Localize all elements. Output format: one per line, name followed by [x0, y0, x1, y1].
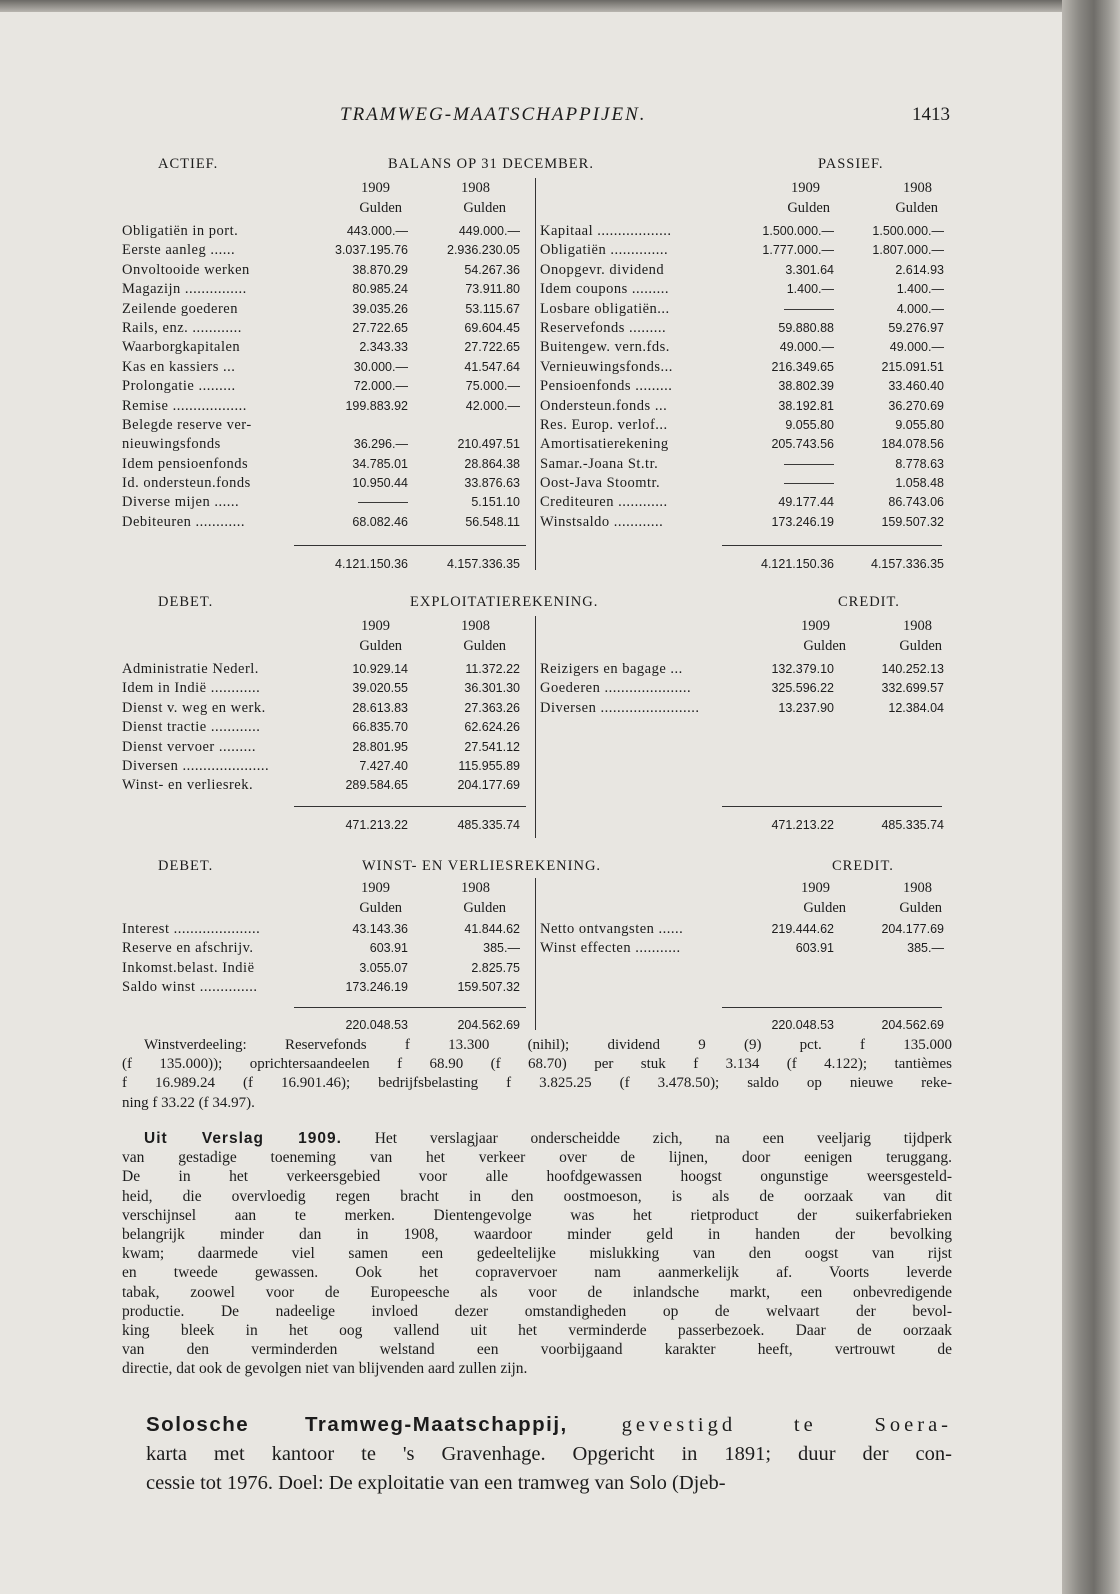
passief-value-1909: 205.743.56 [771, 437, 834, 452]
expl-debet-value-1908: 115.955.89 [458, 758, 520, 773]
actief-row [122, 435, 522, 454]
actief-value-1908: 53.115.67 [465, 301, 520, 316]
actief-label: Id. ondersteun.fonds [122, 475, 251, 492]
actief-value-1908: 73.911.80 [465, 282, 520, 297]
passief-value-1909: ———— [784, 301, 834, 316]
passief-value-1908: 1.500.000.— [872, 224, 944, 238]
passief-row [540, 319, 944, 338]
expl-debet-value-1909: 10.929.14 [352, 662, 408, 676]
passief-value-1908: 59.276.97 [888, 320, 944, 335]
winst-debet-row [122, 920, 522, 939]
expl-credit-list [540, 660, 944, 718]
expl-left-total-rule [294, 806, 526, 807]
winst-right-year-1909: 1909 [801, 880, 830, 896]
balans-actief-list [122, 222, 522, 532]
passief-row [540, 358, 944, 377]
passief-label: Idem coupons ......... [540, 281, 669, 298]
passief-value-1909: 38.192.81 [778, 398, 834, 413]
expl-credit-row [540, 699, 944, 718]
passief-value-1909: 49.000.— [779, 340, 834, 355]
actief-row [122, 261, 522, 280]
expl-left-year-1908: 1908 [461, 618, 490, 634]
passief-row [540, 261, 944, 280]
verslag-line: heid, die overvloedig regen bracht in den oostmoeson, is als de oorzaak van dit [122, 1187, 952, 1205]
expl-debet-value-1909: 7.427.40 [359, 758, 408, 773]
winst-debet-label: Reserve en afschrijv. [122, 940, 254, 957]
passief-value-1909: ———— [784, 476, 834, 491]
passief-row [540, 241, 944, 260]
actief-value-1908: 210.497.51 [457, 437, 520, 452]
expl-debet-label: Dienst vervoer ......... [122, 738, 257, 755]
expl-credit-value-1908: 12.384.04 [888, 700, 944, 715]
expl-debet-row [122, 679, 522, 698]
winst-credit-label: Netto ontvangsten ...... [540, 921, 684, 937]
passief-value-1909: 1.500.000.— [762, 224, 834, 238]
winst-debet-value-1908: 41.844.62 [464, 922, 520, 936]
expl-debet-value-1908: 62.624.26 [464, 720, 520, 735]
winst-debet-row [122, 939, 522, 958]
winst-left-year-1909: 1909 [361, 880, 390, 896]
winst-left-total-1909: 220.048.53 [345, 1018, 408, 1032]
balans-left-year-1908: 1908 [461, 180, 490, 196]
balans-left-unit-1909: Gulden [359, 200, 402, 216]
expl-debet-value-1909: 39.020.55 [352, 681, 408, 696]
passief-row [540, 513, 944, 532]
passief-row [540, 474, 944, 493]
winst-credit-list [540, 920, 944, 959]
actief-label: Diverse mijen ...... [122, 494, 240, 511]
actief-row [122, 300, 522, 319]
expl-right-total-1909: 471.213.22 [771, 818, 834, 832]
actief-row [122, 397, 522, 416]
actief-value-1908: 2.936.230.05 [447, 243, 520, 258]
expl-right-year-1909: 1909 [801, 618, 830, 634]
verslag-line: directie, dat ook de gevolgen niet van blijvenden aard zullen zijn. [122, 1360, 528, 1378]
passief-value-1909: 216.349.65 [771, 359, 834, 374]
expl-credit-value-1909: 13.237.90 [778, 700, 834, 715]
winst-credit-label: Winst effecten ........... [540, 940, 681, 957]
expl-debet-label: Administratie Nederl. [122, 661, 259, 677]
expl-right-unit-1908: Gulden [899, 638, 942, 654]
winstverdeeling-line: Winstverdeeling: Reservefonds f 13.300 (nihil); dividend 9 (9) pct. f 135.000 [144, 1037, 952, 1053]
actief-row [122, 377, 522, 396]
winstverdeeling-line: ning f 33.22 (f 34.97). [122, 1094, 255, 1111]
winst-credit-row [540, 939, 944, 958]
passief-label: Ondersteun.fonds ... [540, 397, 668, 414]
expl-debet-label: Diversen ..................... [122, 757, 270, 774]
verslag-line: king bleek in het oog vallend uit het verminderde passerbezoek. Daar de oorzaak [122, 1321, 952, 1339]
winst-left-total-1908: 204.562.69 [457, 1018, 520, 1032]
actief-row [122, 338, 522, 357]
balans-left-year-1909: 1909 [361, 180, 390, 196]
expl-debet-row [122, 718, 522, 737]
solo-line: karta met kantoor te 's Gravenhage. Opgericht in 1891; duur der con- [146, 1443, 952, 1465]
passief-row [540, 300, 944, 319]
expl-credit-row [540, 679, 944, 698]
verslag-line: belangrijk minder dan in 1908, waardoor minder geld in handen der bevolking [122, 1225, 952, 1243]
actief-row [122, 358, 522, 377]
expl-credit-row [540, 660, 944, 679]
actief-row [122, 474, 522, 493]
actief-label: Belegde reserve ver- [122, 416, 252, 433]
expl-left-total-1909: 471.213.22 [345, 818, 408, 832]
winst-title: WINST- EN VERLIESREKENING. [362, 858, 602, 874]
expl-debet-label: Idem in Indië ............ [122, 680, 261, 697]
passief-value-1909: 9.055.80 [785, 417, 834, 432]
passief-value-1908: 1.400.— [896, 282, 944, 297]
passief-label: Winstsaldo ............ [540, 513, 664, 530]
expl-credit-label: Diversen ........................ [540, 699, 700, 716]
actief-label: Remise .................. [122, 397, 247, 414]
winst-debet-value-1909: 173.246.19 [345, 980, 408, 995]
actief-label: Waarborgkapitalen [122, 339, 241, 356]
winst-debet-label: Inkomst.belast. Indië [122, 959, 255, 976]
passief-label: Crediteuren ............ [540, 494, 668, 511]
balans-divider [535, 178, 536, 570]
expl-right-year-1908: 1908 [903, 618, 932, 634]
balans-right-total-1908: 4.157.336.35 [871, 557, 944, 571]
solo-paragraph [146, 1410, 952, 1498]
expl-credit-value-1908: 332.699.57 [881, 681, 944, 696]
actief-value-1909: 39.035.26 [352, 301, 408, 316]
expl-credit-label: Reizigers en bagage ... [540, 661, 683, 677]
passief-value-1908: 215.091.51 [881, 359, 944, 374]
expl-debet-value-1908: 27.541.12 [464, 739, 520, 754]
winst-right-total-rule [722, 1007, 942, 1008]
passief-value-1909: 173.246.19 [771, 514, 834, 529]
actief-value-1908: 69.604.45 [464, 320, 520, 335]
winst-left-total-rule [294, 1007, 526, 1008]
verslag-line-0: Uit Verslag 1909. Het verslagjaar onderscheidde zich, na een veeljarig tijdperk [144, 1130, 953, 1147]
expl-debet-row [122, 757, 522, 776]
winst-debet-row [122, 978, 522, 997]
expl-credit-label: Goederen ..................... [540, 680, 692, 697]
expl-left-unit-1908: Gulden [463, 638, 506, 654]
winst-credit-row [540, 920, 944, 939]
expl-debet-row [122, 776, 522, 795]
actief-value-1908: 75.000.— [465, 379, 520, 394]
verslag-line: en tweede gewassen. Ook het copravervoer nam aanmerkelijk af. Voorts leverde [122, 1264, 952, 1282]
passief-row [540, 435, 944, 454]
passief-row [540, 416, 944, 435]
expl-debet-value-1909: 28.613.83 [352, 700, 408, 715]
expl-debet-label: Winst- en verliesrek. [122, 777, 254, 794]
passief-value-1909: 38.802.39 [778, 379, 834, 394]
passief-value-1909: 49.177.44 [778, 495, 834, 510]
expl-debet-label: Dienst v. weg en werk. [122, 699, 266, 716]
solo-line: cessie tot 1976. Doel: De exploitatie van een tramweg van Solo (Djeb- [146, 1472, 726, 1494]
winst-left-unit-1909: Gulden [359, 900, 402, 916]
winst-right-year-1908: 1908 [903, 880, 932, 896]
passief-value-1908: 49.000.— [889, 340, 944, 355]
actief-label: Idem pensioenfonds [122, 455, 249, 472]
actief-value-1909: 3.037.195.76 [335, 243, 408, 258]
passief-row [540, 280, 944, 299]
passief-value-1908: 36.270.69 [888, 398, 944, 413]
passief-row [540, 493, 944, 512]
expl-credit-value-1909: 132.379.10 [771, 662, 834, 676]
passief-value-1909: ———— [784, 456, 834, 471]
verslag-line: tabak, zoowel voor de Europeesche als voor de inlandsche markt, een onbevredigende [122, 1283, 952, 1301]
winst-debet-label: Interest ..................... [122, 921, 261, 937]
passief-label: Reservefonds ......... [540, 319, 667, 336]
balans-right-year-1908: 1908 [903, 180, 932, 196]
verslag-line: verschijnsel aan te merken. Dientengevolge was het rietproduct der suikerfabrieken [122, 1206, 952, 1224]
running-title: TRAMWEG-MAATSCHAPPIJEN. [340, 104, 647, 125]
expl-debet-value-1909: 66.835.70 [352, 720, 408, 735]
actief-label: Debiteuren ............ [122, 513, 246, 530]
verslag-heading: Uit Verslag 1909. [144, 1130, 342, 1147]
winst-left-year-1908: 1908 [461, 880, 490, 896]
actief-row [122, 222, 522, 241]
actief-value-1909: 10.950.44 [352, 476, 408, 491]
actief-row [122, 416, 522, 435]
passief-label: Onopgevr. dividend [540, 261, 665, 278]
actief-value-1909: 36.296.— [353, 437, 408, 452]
actief-value-1908: 54.267.36 [464, 262, 520, 277]
actief-value-1909: 80.985.24 [352, 282, 408, 297]
balans-passief-list [540, 222, 944, 532]
passief-label: Vernieuwingsfonds... [540, 358, 673, 375]
passief-value-1908: 2.614.93 [895, 262, 944, 277]
page-number: 1413 [912, 104, 950, 125]
actief-label: Zeilende goederen [122, 300, 238, 317]
winst-debet-row [122, 959, 522, 978]
passief-label: Buitengew. vern.fds. [540, 339, 670, 356]
passief-value-1909: 59.880.88 [778, 320, 834, 335]
actief-value-1908: 56.548.11 [465, 514, 520, 529]
expl-debet-value-1908: 204.177.69 [457, 778, 520, 793]
passief-label: Amortisatierekening [540, 436, 669, 453]
actief-value-1908: 28.864.38 [464, 456, 520, 471]
balans-right-total-rule [722, 545, 942, 546]
verslag-paragraph [122, 1129, 952, 1378]
passief-value-1908: 1.807.000.— [872, 243, 944, 258]
winst-debet-value-1909: 43.143.36 [352, 922, 408, 936]
page-top-edge [0, 0, 1068, 12]
expl-debet-value-1908: 27.363.26 [464, 700, 520, 715]
winstverdeeling-paragraph [122, 1036, 952, 1113]
expl-title: EXPLOITATIEREKENING. [410, 594, 599, 610]
actief-value-1908: 5.151.10 [471, 495, 520, 510]
passief-label: Losbare obligatiën... [540, 300, 670, 317]
expl-debet-list [122, 660, 522, 796]
expl-left-unit-1909: Gulden [359, 638, 402, 654]
balans-right-total-1909: 4.121.150.36 [761, 557, 834, 571]
passief-label: Kapitaal .................. [540, 223, 672, 239]
expl-debet-value-1909: 289.584.65 [345, 778, 408, 793]
expl-right-total-rule [722, 806, 942, 807]
actief-label: Magazijn ............... [122, 281, 247, 298]
passief-row [540, 338, 944, 357]
passief-row [540, 455, 944, 474]
book-spine [1062, 0, 1120, 1594]
passief-value-1908: 159.507.32 [881, 514, 944, 529]
solo-heading: Solosche Tramweg-Maatschappij, [146, 1413, 568, 1436]
winst-debet-value-1908: 159.507.32 [457, 980, 520, 995]
passief-value-1909: 1.777.000.— [762, 243, 834, 258]
actief-row [122, 455, 522, 474]
passief-label: Oost-Java Stoomtr. [540, 475, 661, 492]
actief-value-1909: 72.000.— [353, 379, 408, 394]
winstverdeeling-line: f 16.989.24 (f 16.901.46); bedrijfsbelasting f 3.825.25 (f 3.478.50); saldo op nieuwe reke- [122, 1075, 952, 1092]
actief-label: Obligatiën in port. [122, 223, 239, 239]
balans-left-total-rule [294, 545, 526, 546]
passief-label: Obligatiën .............. [540, 242, 669, 259]
passief-value-1908: 8.778.63 [895, 456, 944, 471]
balans-left-total-1908: 4.157.336.35 [447, 557, 520, 571]
actief-value-1908: 27.722.65 [464, 340, 520, 355]
balans-right-head: PASSIEF. [818, 156, 884, 172]
winst-debet-value-1908: 2.825.75 [471, 960, 520, 975]
actief-value-1909: 30.000.— [353, 359, 408, 374]
actief-row [122, 319, 522, 338]
expl-debet-label: Dienst tractie ............ [122, 719, 261, 736]
passief-label: Pensioenfonds ......... [540, 378, 673, 395]
winst-debet-value-1909: 3.055.07 [359, 960, 408, 975]
verslag-line: van gestadige toeneming van het verkeer over de lijnen, door eenigen teruggang. [122, 1149, 952, 1167]
actief-value-1908: 33.876.63 [464, 476, 520, 491]
balans-right-year-1909: 1909 [791, 180, 820, 196]
winst-credit-value-1908: 204.177.69 [881, 922, 944, 936]
expl-right-head: CREDIT. [838, 594, 900, 610]
balans-right-unit-1908: Gulden [895, 200, 938, 216]
passief-value-1908: 1.058.48 [895, 476, 944, 491]
expl-credit-value-1909: 325.596.22 [771, 681, 834, 696]
expl-debet-row [122, 699, 522, 718]
actief-value-1909: 34.785.01 [352, 456, 408, 471]
balans-left-head: ACTIEF. [158, 156, 219, 172]
verslag-line: kwam; daarmede viel samen een gedeeltelijke mislukking van den oogst van rijst [122, 1245, 952, 1263]
passief-value-1908: 86.743.06 [888, 495, 944, 510]
actief-row [122, 241, 522, 260]
actief-value-1908: 449.000.— [458, 224, 520, 238]
winst-right-unit-1909: Gulden [803, 900, 846, 916]
winst-credit-value-1909: 219.444.62 [771, 922, 834, 936]
expl-debet-value-1908: 11.372.22 [465, 662, 520, 676]
balans-left-unit-1908: Gulden [463, 200, 506, 216]
passief-row [540, 377, 944, 396]
winst-right-total-1908: 204.562.69 [881, 1018, 944, 1032]
winstverdeeling-line: (f 135.000)); oprichtersaandeelen f 68.90 (f 68.70) per stuk f 3.134 (f 4.122); tantièmes [122, 1056, 952, 1073]
expl-debet-value-1908: 36.301.30 [464, 681, 520, 696]
passief-label: Res. Europ. verlof... [540, 416, 668, 433]
actief-value-1909: 68.082.46 [352, 514, 408, 529]
verslag-line: van den verminderden welstand een voorbijgaand karakter heeft, vertrouwt de [122, 1341, 952, 1359]
passief-value-1908: 9.055.80 [895, 417, 944, 432]
winst-credit-value-1909: 603.91 [795, 941, 834, 956]
expl-right-total-1908: 485.335.74 [881, 818, 944, 832]
winst-credit-value-1908: 385.— [907, 941, 944, 956]
actief-value-1909: ———— [358, 495, 408, 510]
passief-value-1908: 33.460.40 [888, 379, 944, 394]
actief-value-1909: 2.343.33 [359, 340, 408, 355]
winst-right-total-1909: 220.048.53 [771, 1018, 834, 1032]
actief-value-1909: 38.870.29 [352, 262, 408, 277]
balans-left-total-1909: 4.121.150.36 [335, 557, 408, 571]
actief-label: Onvoltooide werken [122, 261, 250, 278]
actief-label: nieuwingsfonds [122, 436, 221, 453]
balans-title: BALANS OP 31 DECEMBER. [388, 156, 594, 172]
actief-label: Rails, enz. ............ [122, 319, 242, 336]
actief-label: Eerste aanleg ...... [122, 242, 236, 259]
winst-debet-list [122, 920, 522, 998]
verslag-line: productie. De nadeelige invloed dezer omstandigheden op de welvaart der bevol- [122, 1302, 952, 1320]
passief-value-1908: 184.078.56 [881, 437, 944, 452]
expl-left-total-1908: 485.335.74 [457, 818, 520, 832]
actief-value-1908: 42.000.— [465, 398, 520, 413]
winst-right-unit-1908: Gulden [899, 900, 942, 916]
winst-right-head: CREDIT. [832, 858, 894, 874]
expl-debet-row [122, 738, 522, 757]
expl-debet-row [122, 660, 522, 679]
expl-divider [535, 616, 536, 838]
expl-right-unit-1909: Gulden [803, 638, 846, 654]
passief-label: Samar.-Joana St.tr. [540, 455, 659, 472]
actief-value-1909: 27.722.65 [352, 320, 408, 335]
winst-debet-value-1908: 385.— [483, 941, 520, 956]
passief-value-1908: 4.000.— [896, 301, 944, 316]
actief-value-1909: 199.883.92 [345, 398, 408, 413]
winst-debet-label: Saldo winst .............. [122, 979, 258, 996]
winst-left-head: DEBET. [158, 858, 214, 874]
actief-row [122, 513, 522, 532]
actief-label: Kas en kassiers ... [122, 358, 236, 375]
winst-debet-value-1909: 603.91 [369, 941, 408, 956]
balans-right-unit-1909: Gulden [787, 200, 830, 216]
expl-debet-value-1909: 28.801.95 [352, 739, 408, 754]
expl-credit-value-1908: 140.252.13 [881, 662, 944, 676]
passief-row [540, 397, 944, 416]
expl-left-year-1909: 1909 [361, 618, 390, 634]
actief-value-1909: 443.000.— [346, 224, 408, 238]
winst-left-unit-1908: Gulden [463, 900, 506, 916]
actief-row [122, 493, 522, 512]
passief-value-1909: 1.400.— [786, 282, 834, 297]
actief-label: Prolongatie ......... [122, 378, 236, 395]
actief-row [122, 280, 522, 299]
winst-divider [535, 878, 536, 1030]
passief-row [540, 222, 944, 241]
passief-value-1909: 3.301.64 [785, 262, 834, 277]
solo-line-0: Solosche Tramweg-Maatschappij, gevestigd te Soera- [146, 1413, 953, 1436]
actief-value-1908: 41.547.64 [464, 359, 520, 374]
verslag-line: De in het verkeersgebied voor alle hoofdgewassen hoogst ongunstige weersgesteld- [122, 1168, 952, 1186]
expl-left-head: DEBET. [158, 594, 214, 610]
